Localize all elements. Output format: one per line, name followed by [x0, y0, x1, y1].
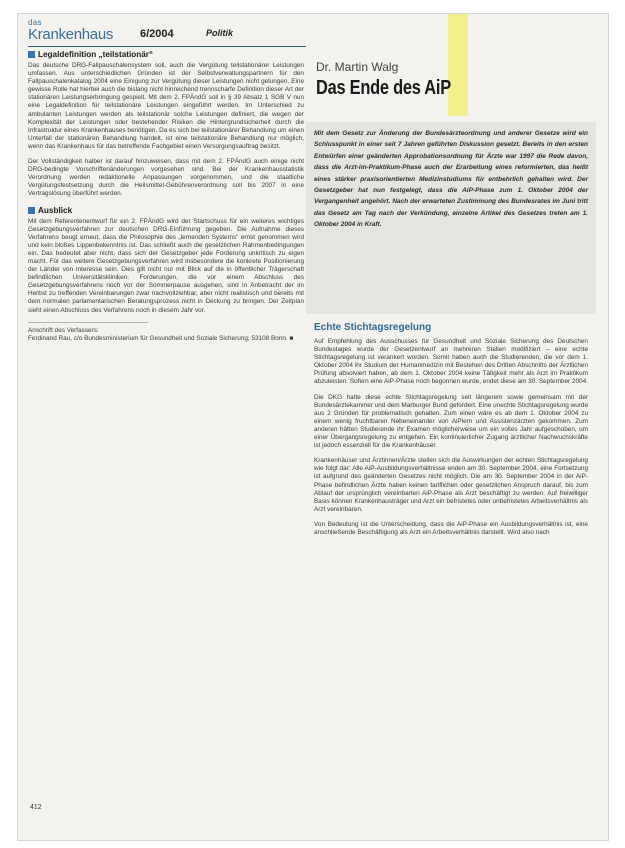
paragraph: Auf Empfehlung des Ausschusses für Gesundheit und Soziale Sicherung des Deutschen Bundestages wurde der Gesetzentwurf an mehreren Stellen modifiziert – eine echte Stichtagsregelung ist verankert worden. Somit haben auch die Studierenden, die vor dem 1. Oktober 2004 ihr Studium der Humanmedizin mit Bestehen des Dritten Abschnitts der Ärztlichen Prüfung absolviert haben, ab dem 1. Oktober 2004 keine Tätigkeit mehr als Arzt im Praktikum abzuleisten. Sofern eine AiP-Phase noch begonnen wurde, endet diese am 30. September 2004. — [314, 338, 588, 386]
square-bullet-icon — [28, 51, 35, 58]
subheading-ausblick — [28, 206, 304, 215]
header-rule — [28, 46, 306, 47]
logo-small-text: das — [28, 18, 42, 27]
paragraph: Das deutsche DRG-Fallpauschalensystem soll, auch die Vergütung teilstationärer Leistungen umfassen. Aus unterschiedlichen Gründen ist der Selbstverwaltungspartnern für den Fallpauschalenkatalog 2004 eine Einigung zur Vergütung dieser Leistungen nicht gelungen. Eine gewisse Rolle hat hierbei auch die bislang nicht hinreichend trennscharfe Definition dieser Art der stationären Leistungserbringung gespielt. Mit dem 2. FPÄndG soll in § 39 Absatz 1 SGB V nun eine Legaldefinition für teilstationäre Leistungen eingeführt werden. Im Unterschied zu ambulanten Leistungen werden als teilstationär solche Leistungen definiert, die wegen der Komplexität der Leistungen oder bestehender Risiken die Hintergrundsicherheit durch die Infrastruktur eines Krankenhauses benötigen. Da es sich bei teilstationärer Behandlung um einen Unterfall der stationären Behandlung handelt, ist eine teilstationäre Behandlung nur möglich, wenn das Krankenhaus für das betreffende Fachgebiet einen Versorgungsauftrag besitzt. — [28, 62, 304, 150]
paragraph: Mit dem Referentenentwurf für ein 2. FPÄndG wird der Startschuss für ein weiteres wichtiges Gesetzgebungsverfahren zur deutschen DRG-Einführung gegeben. Die Aufnahme dieses Verfahrens beugt erneut, dass die Philosophie des „lernenden Systems“ ernst genommen wird und kein bloßes Lippenbekenntnis ist. Das schließt auch die gesetzlichen Rahmenbedingungen ein. Das bedeutet aber nicht, dass sich der Gesetzgeber jede Forderung unkritisch zu eigen macht. Für das weitere Gesetzgebungsverfahren wird insbesondere die konkrete Positionierung der Länder von Interesse sein. Dies gilt nicht nur mit Blick auf die in öffentlicher Trägerschaft befindlichen Universitätskliniken. Forderungen, die vor einem Abschluss des Gesetzgebungsverfahrens noch vor der Sommerpause ausgehen, sind in Anbetracht der im Herbst zu treffenden Vereinbarungen zwar nachvollziehbar, aber nicht realistisch und bereits mit dem normalen parlamentarischen Beratungsprozess nicht in Deckung zu bringen. Der Zeitplan sieht einen Abschluss des Verfahrens noch in diesem Jahr vor. — [28, 217, 304, 314]
subheading-text: Legaldefinition „teilstationär“ — [38, 50, 154, 59]
page-number: 412 — [30, 804, 42, 811]
page-header — [28, 19, 588, 45]
article-author: Dr. Martin Walg — [316, 60, 399, 74]
magazine-logo — [28, 19, 113, 42]
address-divider — [28, 322, 148, 323]
paragraph: Krankenhäuser und Ärztinnen/Ärzte stellen sich die Auswirkungen der echten Stichtagsregelung wie folgt dar: Alle AiP-Ausbildungsverhältnisse enden am 30. September 2004, eine Fortsetzung ist aufgrund des geänderten Gesetzes nicht möglich. Die am 30. September 2004 in der AiP-Phase befindlichen Ärzte haben keinen tariflichen oder gesetzlichen Anspruch darauf, bis zum Ablauf der ursprünglich vereinbarten AiP-Phase als Arzt beschäftigt zu werden. Auf freiwilliger Basis können Krankenhausträger und Arzt ein befristetes oder unbefristetes Arbeitsverhältnis als Arzt vereinbaren. — [314, 457, 588, 513]
section-label: Politik — [206, 28, 234, 38]
subheading-text: Ausblick — [38, 205, 73, 215]
magazine-page — [18, 14, 608, 840]
author-address: Ferdinand Rau, c/o Bundesministerium für Gesundheit und Soziale Sicherung, 53108 Bonn. ■ — [28, 334, 294, 342]
paragraph: Von Bedeutung ist die Unterscheidung, dass die AiP-Phase ein Ausbildungsverhältnis ist, eine anschließende Beschäftigung als Arzt ein Arbeitsverhältnis darstellt. Wird also nach — [314, 520, 588, 536]
left-column — [28, 50, 304, 343]
highlight-tab — [448, 14, 468, 116]
paragraph: Der Vollständigkeit halber ist darauf hinzuweisen, dass mit dem 2. FPÄndG auch einige nicht DRG-bedingte Vorschriftenänderungen vorgesehen sind. Bei der Krankenhausstatistik Verordnung werden redaktionelle Anpassungen vorgenommen, und die staatliche Vergütungsfestsetzung durch die Heilsmittel-Gebührenverordnung soll bis 2007 in eine Vertragslösung überführt werden. — [28, 158, 304, 198]
subheading-legaldefinition — [28, 50, 304, 59]
logo-big-text: Krankenhaus — [28, 26, 114, 43]
right-column — [314, 338, 588, 544]
lead-paragraph: Mit dem Gesetz zur Änderung der Bundesärzteordnung und anderer Gesetze wird ein Schlusspunkt in einer seit 7 Jahren geführten Diskussion gesetzt. Bereits in den ersten Entwürfen einer geänderten Approbationsordnung für Ärzte war 1997 die Rede davon, dass die Arzt-im-Praktikum-Phase auch der Erarbeitung eines reformierten, das heißt eines stärker praxisorientierten Medizinstudiums für entbehrlich gehalten wird. Der Gesetzgeber hat nun festgelegt, dass die AiP-Phase zum 1. Oktober 2004 der Vergangenheit angehört. Nach der erwarteten Zustimmung des Bundesrates im Juni tritt das Gesetz am Tag nach der Verkündung, einzelne Artikel des Gesetzes treten am 1. Oktober 2004 in Kraft. — [314, 130, 588, 229]
paragraph: Die DKG hatte diese echte Stichtagsregelung seit längerem sowie gemeinsam mit der Bundesärztekammer und dem Marburger Bund gefordert. Eine unechte Stichtagsregelung wurde aus 2 Gründen für problematisch gehalten. Zum einen wäre es ab dem 1. Oktober 2004 zu einem wenig fruchtbaren Nebeneinander von AiPlern und Assistenzärzten gekommen. Zum anderen hätten Studierende ihr Examen möglicherweise um ein volles Jahr aufgeschoben, um einer Übergangsregelung zu entgehen. Ein kontinuierlicher Zugang ärztlicher Nachwuchskräfte ist jedoch essenziell für die Krankenhäuser. — [314, 393, 588, 450]
author-address-label: Anschrift des Verfassers: — [28, 326, 99, 334]
issue-number: 6/2004 — [140, 28, 174, 40]
article-title: Das Ende des AiP — [316, 77, 451, 99]
square-bullet-icon — [28, 207, 35, 214]
subheading-stichtagsregelung: Echte Stichtagsregelung — [314, 322, 432, 333]
